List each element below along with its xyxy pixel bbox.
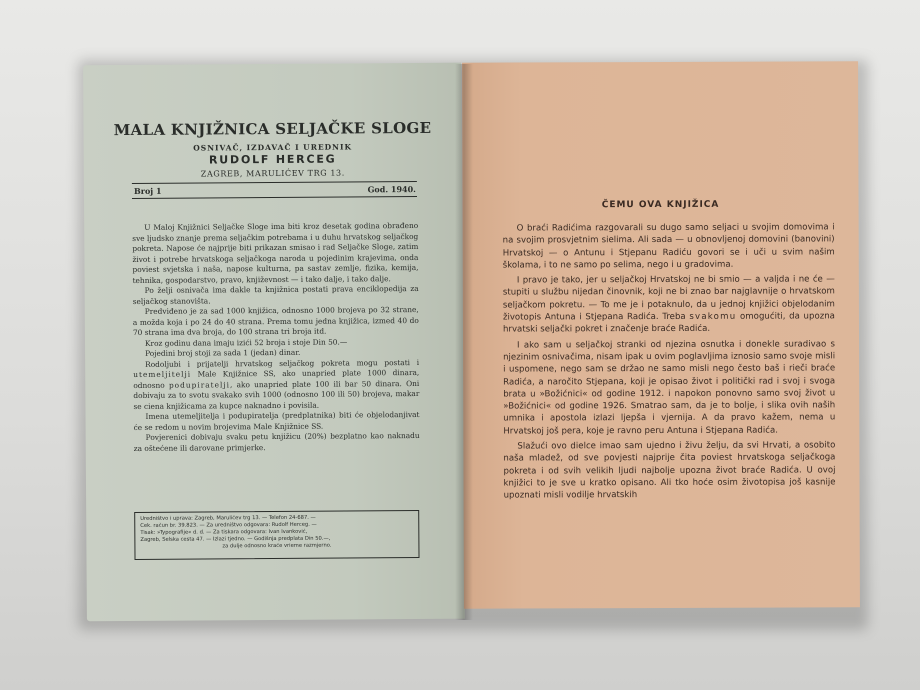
right-page — [462, 61, 860, 608]
imprint-line: za dulje odnosno kraće vrieme razmjerno. — [222, 542, 332, 550]
series-title: MALA KNJIŽNICA SELJAČKE SLOGE — [113, 118, 432, 140]
chapter-heading: ČEMU OVA KNJIŽICA — [601, 199, 720, 211]
chapter-text — [503, 221, 836, 505]
paragraph: Imena utemeljitelja i podupiratelja (predplatnika) biti će objelodanjivat će se redom u novim brojevima Male Knjižnice SS. — [133, 409, 420, 432]
founder-line: OSNIVAČ, IZDAVAČ I UREDNIK — [193, 142, 353, 153]
imprint-line: Tisak: »Typografije« d. d. — Za tiskara odgovara: Ivan Ivanković, — [140, 528, 308, 536]
editor-name: RUDOLF HERCEG — [208, 152, 337, 167]
header-rule-bottom — [132, 196, 417, 199]
paragraph: I ako sam u seljačkoj stranki od njezina osnutka i donekle suradivao s njezinim osnivačima, nisam ipak u ovim poglavljima iznosio samo svoje misli i uspomene, nego sam se držao ne samo misli nego često baš i rieči braće Radića, a naročito Stjepana, koji je opisao život i politički rad i svoj i svoga brata u »Božićnici« od godine 1912. i napokon ponovno samo svoj život u »Božićnici« od godine 1926. Smatrao sam, da je to bolje, i slika ovih naših umnika i apostola izlazi ljepša i vjernija. A da pravo kažem, nema u Hrvatskoj još pera, koje je ravno peru Antuna i Stjepana Radića. — [503, 339, 836, 437]
paragraph: Slažući ovo dielce imao sam ujedno i živu želju, da svi Hrvati, a osobito naša mladež, od sve povjesti najprije čita poviest hrvatskoga seljačkoga pokreta i od svih velikih ljudi najbolje upozna život braće Radića. U ovoj knjižici to je sve u kratko opisano. Ali tko hoće osim životopisa još kasnije upoznati misli vodilje hrvatskih — [503, 440, 836, 501]
paragraph: Po želji osnivača ima dakle ta knjižnica postati prava enciklopedija za seljačkog stanovišta. — [132, 283, 419, 306]
paragraph: O braći Radićima razgovarali su dugo samo seljaci u svojim domovima i na svojim prosvjetnim sielima. Ali sada — u obnovljenoj domovini (banovini) Hrvatskoj — o Antunu i Stjepanu Radiću govori se i uči u svim našim školama, i to ne samo po selima, nego i u gradovima. — [502, 222, 835, 271]
issue-number: Broj 1 — [133, 185, 162, 196]
paragraph: I pravo je tako, jer u seljačkoj Hrvatskoj ne bi smio — a valjda i ne će — stupiti u službu nijedan činovnik, koji ne bi znao bar najglavnije o hrvatskom seljačkom pokretu. — To me je i potaknulo, da u jednoj knjižici objelodanim životopis Antuna i Stjepana Radića. Treba svakomu omogućiti, da upozna hrvatski seljački pokret i značenje braće Radića. — [502, 274, 835, 335]
paragraph: Predviđeno je za sad 1000 knjižica, odnosno 1000 brojeva po 32 strane, a možda koja i po 24 do 40 strana. Prema tomu jedna knjižica, izmed 40 do 70 strana ima dva broja, do 100 strana tri broja itd. — [132, 304, 419, 337]
book-spine — [455, 64, 473, 620]
publisher-address: ZAGREB, MARULIĆEV TRG 13. — [200, 168, 345, 179]
imprint-line: Zagreb, Selska cesta 47. — Izlazi tjedno. — Godišnja predplata Din 50.—, — [140, 535, 331, 543]
issue-line — [133, 184, 416, 196]
paragraph: Pojedini broj stoji za sada 1 (jedan) dinar. — [145, 347, 301, 358]
left-page — [83, 63, 465, 622]
paragraph: U Maloj Knjižnici Seljačke Sloge ima biti kroz desetak godina obrađeno sve ljudsko znanje prema seljačkim potrebama i u duhu hrvatskog seljačkog pokreta. Napose će najprije biti prikazan smisao i rad Seljačke Sloge, zatim život i potrebe hrvatskoga seljačkoga naroda u pojedinim krajevima, onda poviest svjetska i naša, napose kulturna, pa sastav zemlje, fizika, kemija, tehnika, gospodarstvo, pravo, književnost — i tako dalje, i tako dalje. — [132, 220, 419, 285]
paragraph: Povjerenici dobivaju svaku petu knjižicu (20%) bezplatno kao naknadu za oštećene ili darovane primjerke. — [133, 430, 420, 453]
paragraph: Rodoljubi i prijatelji hrvatskog seljačkog pokreta mogu postati i utemeljitelji Male Knjižnice SS, ako unapried plate 1000 dinara, odnosno podupiratelji, ako unapried plate 100 ili bar 50 dinara. Oni dobivaju za to svotu svakako svih 1000 (odnosno 100 ili 50) brojeva, makar se ciena knjižicama za kupce naknadno i povisila. — [133, 357, 420, 411]
issue-year: God. 1940. — [367, 184, 416, 195]
imprint-line: Ček. račun br. 39.823. — Za uredništvo odgovara: Rudolf Herceg. — — [140, 521, 317, 529]
paragraph: Kroz godinu dana imaju izići 52 broja i stoje Din 50.— — [144, 336, 348, 348]
imprint-line: Uredništvo i uprava: Zagreb, Marulićev trg 13. — Telefon 24-687. — — [140, 514, 316, 522]
intro-text — [132, 221, 420, 454]
imprint-box — [134, 510, 419, 560]
